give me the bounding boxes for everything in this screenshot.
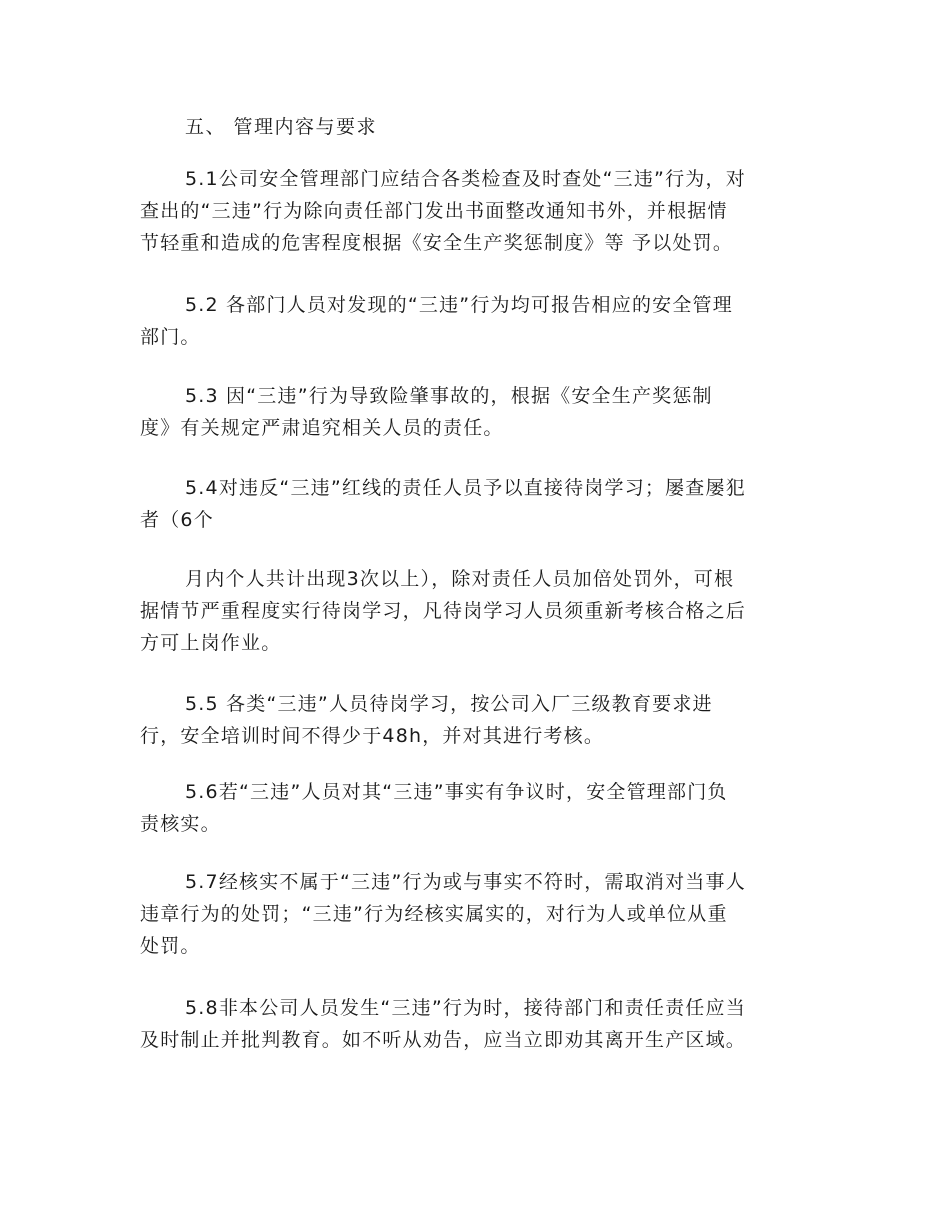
paragraph-5-1 — [140, 163, 820, 259]
paragraph-line: 违章行为的处罚；“三违”行为经核实属实的，对行为人或单位从重 — [140, 903, 728, 925]
paragraph-5-4 — [140, 472, 820, 536]
paragraph-line: 度》有关规定严肃追究相关人员的责任。 — [140, 417, 504, 439]
paragraph-line: 者（6个 — [140, 509, 214, 531]
paragraph-5-6 — [140, 776, 820, 840]
paragraph-5-2 — [140, 289, 820, 353]
paragraph-line: 5.3 因“三违”行为导致险肇事故的，根据《安全生产奖惩制 — [185, 385, 713, 407]
paragraph-5-5 — [140, 688, 820, 752]
paragraph-line: 及时制止并批判教育。如不听从劝告，应当立即劝其离开生产区域。 — [140, 1029, 747, 1051]
paragraph-line: 查出的“三违”行为除向责任部门发出书面整改通知书外，并根据情 — [140, 200, 728, 222]
paragraph-line: 5.1公司安全管理部门应结合各类检查及时查处“三违”行为，对 — [185, 168, 746, 190]
paragraph-5-4-continued — [140, 563, 820, 659]
paragraph-5-8 — [140, 992, 820, 1056]
paragraph-line: 责核实。 — [140, 813, 221, 835]
paragraph-line: 5.8非本公司人员发生“三违”行为时，接待部门和责任责任应当 — [185, 997, 746, 1019]
paragraph-line: 处罚。 — [140, 935, 201, 957]
paragraph-line: 5.5 各类“三违”人员待岗学习，按公司入厂三级教育要求进 — [185, 693, 713, 715]
paragraph-line: 部门。 — [140, 326, 201, 348]
paragraph-line: 行，安全培训时间不得少于48h，并对其进行考核。 — [140, 725, 605, 747]
paragraph-line: 方可上岗作业。 — [140, 632, 282, 654]
paragraph-5-7 — [140, 866, 820, 962]
paragraph-line: 5.2 各部门人员对发现的“三违”行为均可报告相应的安全管理 — [185, 294, 733, 316]
paragraph-line: 据情节严重程度实行待岗学习，凡待岗学习人员须重新考核合格之后 — [140, 600, 747, 622]
paragraph-line: 月内个人共计出现3次以上），除对责任人员加倍处罚外，可根 — [185, 568, 735, 590]
paragraph-line: 5.6若“三违”人员对其“三违”事实有争议时，安全管理部门负 — [185, 781, 728, 803]
paragraph-5-3 — [140, 380, 820, 444]
paragraph-line: 5.4对违反“三违”红线的责任人员予以直接待岗学习；屡查屡犯 — [185, 477, 746, 499]
section-heading: 五、 管理内容与要求 — [185, 116, 378, 138]
paragraph-line: 5.7经核实不属于“三违”行为或与事实不符时，需取消对当事人 — [185, 871, 746, 893]
paragraph-line: 节轻重和造成的危害程度根据《安全生产奖惩制度》等 予以处罚。 — [140, 232, 734, 254]
